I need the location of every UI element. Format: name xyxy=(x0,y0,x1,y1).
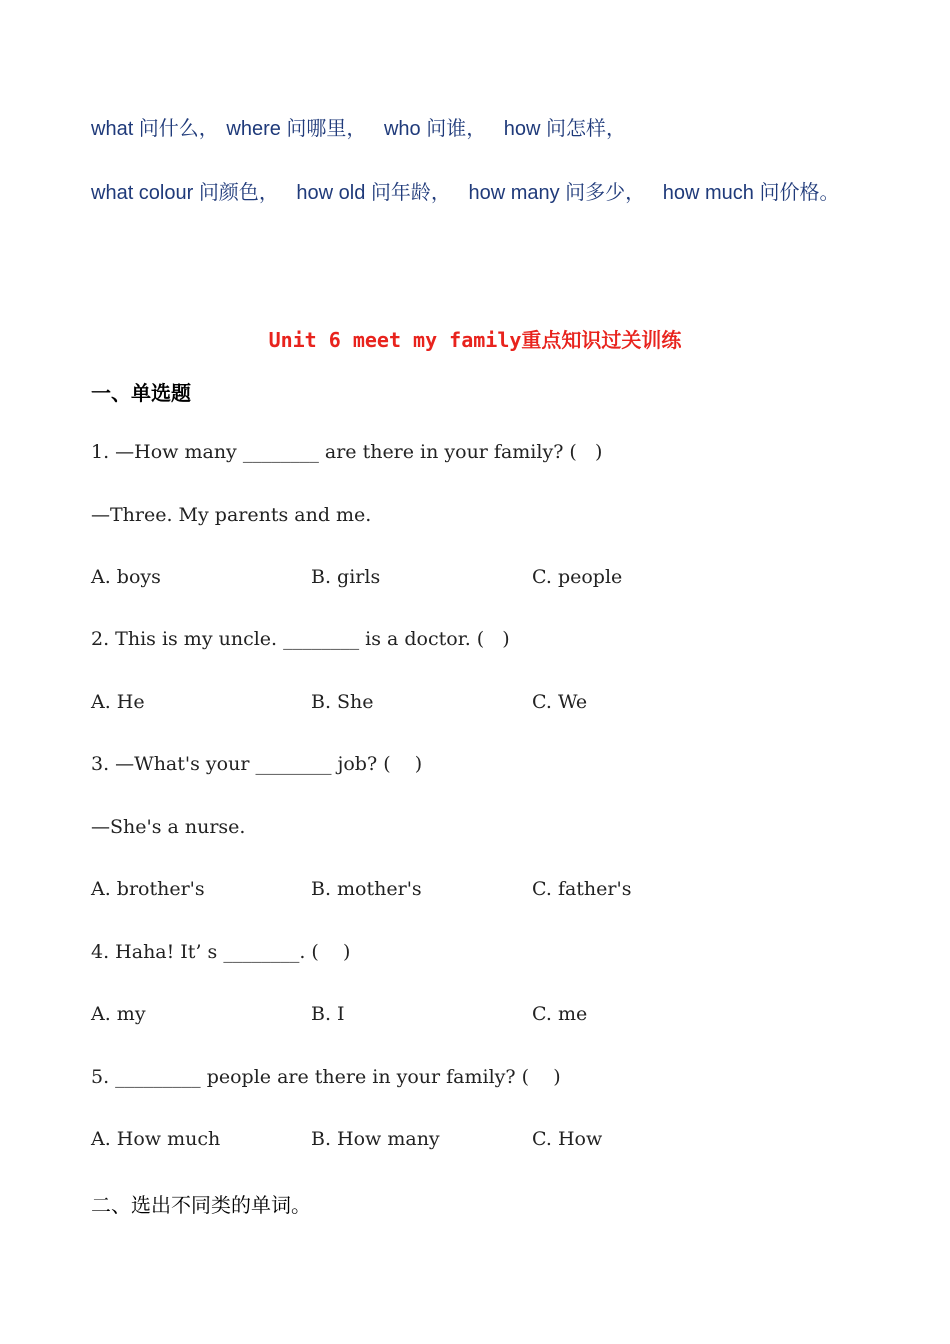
question-4-option-a: A. my xyxy=(91,1003,146,1025)
question-3-reply: —She's a nurse. xyxy=(91,816,246,838)
intro-how-many: how many 问多少， xyxy=(468,182,646,204)
question-5-option-b: B. How many xyxy=(311,1128,440,1150)
question-3-option-a: A. brother's xyxy=(91,878,205,900)
intro-how-much: how much 问价格。 xyxy=(662,182,840,204)
question-5: 5. _________ people are there in your family? ( ) xyxy=(91,1066,561,1088)
question-4-option-c: C. me xyxy=(532,1003,588,1025)
intro-what: what 问什么， xyxy=(91,118,219,140)
page-title: Unit 6 meet my family重点知识过关训练 xyxy=(268,328,682,352)
question-2-option-b: B. She xyxy=(311,691,374,713)
question-5-option-a: A. How much xyxy=(91,1128,221,1150)
intro-line-1 xyxy=(91,112,626,141)
intro-line-2 xyxy=(91,176,839,205)
intro-what-colour: what colour 问颜色， xyxy=(91,182,279,204)
question-1-reply: —Three. My parents and me. xyxy=(91,504,372,526)
question-4: 4. Haha! It’ s ________. ( ) xyxy=(91,941,351,963)
question-1-option-c: C. people xyxy=(532,566,623,588)
intro-how-old: how old 问年龄， xyxy=(296,182,451,204)
section-heading-odd-one-out: 二、选出不同类的单词。 xyxy=(91,1193,311,1217)
intro-where: where 问哪里， xyxy=(226,118,367,140)
question-1: 1. —How many ________ are there in your family? ( ) xyxy=(91,441,603,463)
question-3-option-c: C. father's xyxy=(532,878,632,900)
section-heading-single-choice: 一、单选题 xyxy=(91,381,191,405)
question-2: 2. This is my uncle. ________ is a doctor. ( ) xyxy=(91,628,510,650)
question-4-option-b: B. I xyxy=(311,1003,345,1025)
question-3-option-b: B. mother's xyxy=(311,878,422,900)
question-1-option-a: A. boys xyxy=(91,566,161,588)
question-2-option-a: A. He xyxy=(91,691,145,713)
intro-how: how 问怎样， xyxy=(503,118,627,140)
question-1-option-b: B. girls xyxy=(311,566,381,588)
question-3: 3. —What's your ________ job? ( ) xyxy=(91,753,423,775)
question-2-option-c: C. We xyxy=(532,691,588,713)
question-5-option-c: C. How xyxy=(532,1128,603,1150)
intro-who: who 问谁， xyxy=(383,118,487,140)
